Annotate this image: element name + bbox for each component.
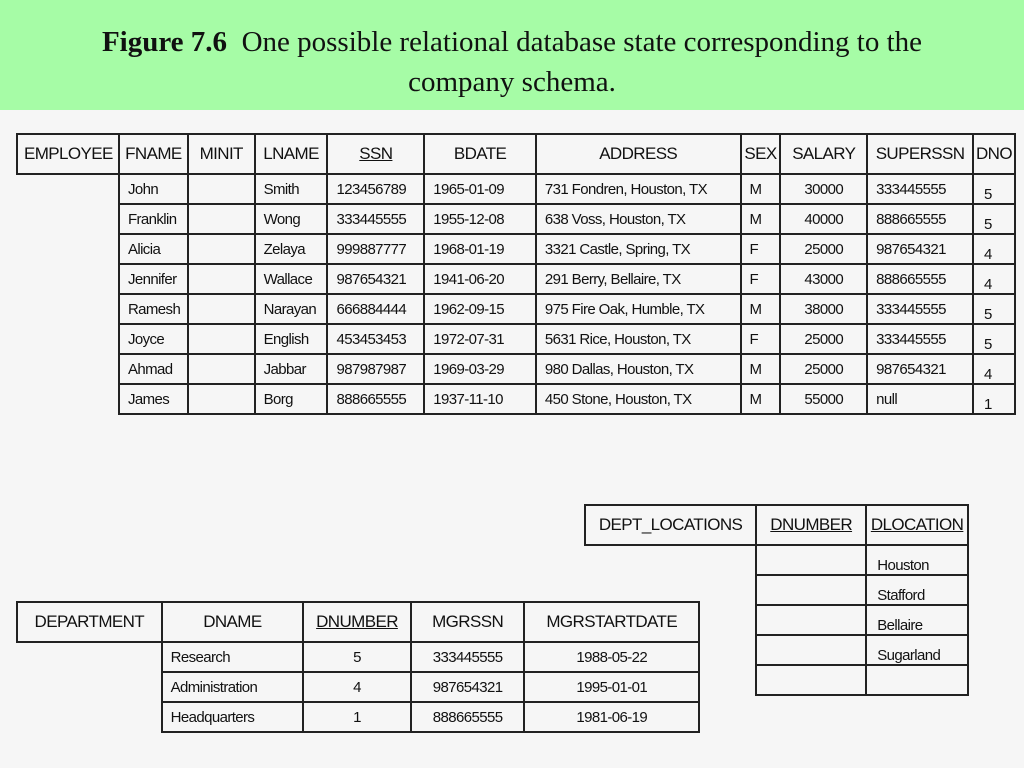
table-cell: Administration xyxy=(162,672,304,702)
table-cell: 4 xyxy=(303,672,411,702)
table-cell: 1 xyxy=(303,702,411,732)
table-cell xyxy=(756,665,866,695)
table-row xyxy=(17,354,1015,384)
table-cell: Stafford xyxy=(866,575,968,605)
col-header xyxy=(303,602,411,642)
table-cell: 1969-03-29 xyxy=(424,354,536,384)
col-header xyxy=(866,505,968,545)
table-cell: 1995-01-01 xyxy=(524,672,699,702)
employee-header-row xyxy=(17,134,1015,174)
table-cell: English xyxy=(255,324,328,354)
row-spacer xyxy=(17,294,119,324)
row-spacer xyxy=(17,324,119,354)
table-cell: 453453453 xyxy=(327,324,424,354)
table-cell: Ramesh xyxy=(119,294,188,324)
table-cell: null xyxy=(867,384,973,414)
employee-rows xyxy=(17,174,1015,414)
row-spacer xyxy=(17,174,119,204)
department-header-row xyxy=(17,602,699,642)
row-spacer xyxy=(17,642,162,672)
table-cell: F xyxy=(741,324,781,354)
table-cell: 333445555 xyxy=(867,324,973,354)
table-cell xyxy=(188,264,255,294)
table-cell: 5 xyxy=(973,324,1015,354)
table-cell: 5 xyxy=(973,174,1015,204)
row-spacer xyxy=(17,264,119,294)
table-cell: M xyxy=(741,294,781,324)
table-cell xyxy=(188,294,255,324)
table-cell: 1988-05-22 xyxy=(524,642,699,672)
department-rows xyxy=(17,642,699,732)
table-row xyxy=(17,324,1015,354)
table-row xyxy=(17,702,699,732)
figure-title xyxy=(0,22,1024,62)
figure-number: Figure 7.6 xyxy=(101,26,228,58)
col-header: SEX xyxy=(741,134,781,174)
table-cell: Jennifer xyxy=(119,264,188,294)
table-cell: 888665555 xyxy=(411,702,525,732)
primary-key-label: DNUMBER xyxy=(770,515,853,534)
table-cell xyxy=(188,204,255,234)
table-cell: Research xyxy=(162,642,304,672)
table-cell: John xyxy=(119,174,188,204)
table-cell: 40000 xyxy=(780,204,867,234)
table-cell: 987987987 xyxy=(327,354,424,384)
col-header: MINIT xyxy=(188,134,255,174)
table-cell: Zelaya xyxy=(255,234,328,264)
col-header: MGRSSN xyxy=(411,602,525,642)
row-spacer xyxy=(17,204,119,234)
table-cell: 5631 Rice, Houston, TX xyxy=(536,324,741,354)
table-cell xyxy=(756,635,866,665)
col-header xyxy=(756,505,866,545)
table-cell: Houston xyxy=(866,545,968,575)
primary-key-label: DLOCATION xyxy=(870,515,964,534)
table-cell: 123456789 xyxy=(327,174,424,204)
table-cell: 731 Fondren, Houston, TX xyxy=(536,174,741,204)
table-cell xyxy=(756,605,866,635)
table-cell: Wong xyxy=(255,204,328,234)
table-cell: 333445555 xyxy=(867,174,973,204)
table-cell: 333445555 xyxy=(327,204,424,234)
row-spacer xyxy=(17,672,162,702)
table-cell: 888665555 xyxy=(867,264,973,294)
table-cell: 888665555 xyxy=(327,384,424,414)
row-spacer xyxy=(585,545,756,575)
figure-caption-line2: company schema. xyxy=(408,66,616,98)
figure-caption-line1: One possible relational database state corresponding to the xyxy=(241,26,923,58)
table-cell: 55000 xyxy=(780,384,867,414)
table-cell: 980 Dallas, Houston, TX xyxy=(536,354,741,384)
col-header: SUPERSSN xyxy=(867,134,973,174)
table-cell: Joyce xyxy=(119,324,188,354)
primary-key-label: DNUMBER xyxy=(316,612,398,631)
table-cell: Smith xyxy=(255,174,328,204)
table-cell: Sugarland xyxy=(866,635,968,665)
table-cell xyxy=(188,234,255,264)
col-header xyxy=(327,134,424,174)
table-cell: M xyxy=(741,174,781,204)
dept-locations-header-row xyxy=(585,505,968,545)
row-spacer xyxy=(17,702,162,732)
table-row xyxy=(17,264,1015,294)
table-cell: 638 Voss, Houston, TX xyxy=(536,204,741,234)
primary-key-label: SSN xyxy=(359,144,393,163)
table-cell: M xyxy=(741,204,781,234)
table-cell: 888665555 xyxy=(867,204,973,234)
figure-title-banner xyxy=(0,0,1024,110)
table-cell: 333445555 xyxy=(867,294,973,324)
table-cell: F xyxy=(741,234,781,264)
table-cell: 25000 xyxy=(780,324,867,354)
table-cell: 999887777 xyxy=(327,234,424,264)
table-cell: 3321 Castle, Spring, TX xyxy=(536,234,741,264)
table-row xyxy=(17,672,699,702)
table-cell xyxy=(188,384,255,414)
table-row xyxy=(17,174,1015,204)
table-row xyxy=(17,234,1015,264)
table-cell: Alicia xyxy=(119,234,188,264)
table-cell xyxy=(756,575,866,605)
col-header: FNAME xyxy=(119,134,188,174)
table-cell: 666884444 xyxy=(327,294,424,324)
col-header: DNAME xyxy=(162,602,304,642)
row-spacer xyxy=(17,384,119,414)
table-cell: 987654321 xyxy=(867,234,973,264)
table-row xyxy=(17,294,1015,324)
department-relation-name: DEPARTMENT xyxy=(17,602,162,642)
col-header: ADDRESS xyxy=(536,134,741,174)
col-header: DNO xyxy=(973,134,1015,174)
table-cell: M xyxy=(741,384,781,414)
table-cell: 5 xyxy=(303,642,411,672)
col-header: MGRSTARTDATE xyxy=(524,602,699,642)
table-row xyxy=(17,642,699,672)
table-cell xyxy=(188,324,255,354)
col-header: LNAME xyxy=(255,134,328,174)
table-cell: 4 xyxy=(973,234,1015,264)
table-row xyxy=(17,204,1015,234)
table-cell: 38000 xyxy=(780,294,867,324)
table-cell: 333445555 xyxy=(411,642,525,672)
table-cell: Borg xyxy=(255,384,328,414)
col-header: BDATE xyxy=(424,134,536,174)
table-cell: 291 Berry, Bellaire, TX xyxy=(536,264,741,294)
row-spacer xyxy=(17,354,119,384)
table-cell: Headquarters xyxy=(162,702,304,732)
table-cell: James xyxy=(119,384,188,414)
table-cell: 25000 xyxy=(780,354,867,384)
table-cell: 1941-06-20 xyxy=(424,264,536,294)
table-cell: 30000 xyxy=(780,174,867,204)
table-cell: 1937-11-10 xyxy=(424,384,536,414)
table-cell: 987654321 xyxy=(411,672,525,702)
table-cell xyxy=(188,174,255,204)
table-cell: Narayan xyxy=(255,294,328,324)
table-cell xyxy=(866,665,968,695)
table-cell: 4 xyxy=(973,354,1015,384)
col-header: SALARY xyxy=(780,134,867,174)
table-cell xyxy=(188,354,255,384)
department-table xyxy=(16,601,700,733)
table-cell: Wallace xyxy=(255,264,328,294)
table-cell: Jabbar xyxy=(255,354,328,384)
table-row xyxy=(585,545,968,575)
table-cell: 25000 xyxy=(780,234,867,264)
table-cell: 975 Fire Oak, Humble, TX xyxy=(536,294,741,324)
employee-table xyxy=(16,133,1016,415)
table-cell: 450 Stone, Houston, TX xyxy=(536,384,741,414)
table-cell: 987654321 xyxy=(327,264,424,294)
table-cell: Ahmad xyxy=(119,354,188,384)
table-cell: 1972-07-31 xyxy=(424,324,536,354)
table-cell: 1981-06-19 xyxy=(524,702,699,732)
dept-locations-relation-name: DEPT_LOCATIONS xyxy=(585,505,756,545)
table-cell: 1 xyxy=(973,384,1015,414)
table-cell: Franklin xyxy=(119,204,188,234)
table-cell: 5 xyxy=(973,294,1015,324)
table-cell: 5 xyxy=(973,204,1015,234)
table-cell xyxy=(756,545,866,575)
table-cell: 1962-09-15 xyxy=(424,294,536,324)
table-cell: 1965-01-09 xyxy=(424,174,536,204)
table-cell: 1968-01-19 xyxy=(424,234,536,264)
employee-relation-name: EMPLOYEE xyxy=(17,134,119,174)
table-cell: F xyxy=(741,264,781,294)
table-cell: 1955-12-08 xyxy=(424,204,536,234)
table-cell: 987654321 xyxy=(867,354,973,384)
table-cell: 43000 xyxy=(780,264,867,294)
table-cell: Bellaire xyxy=(866,605,968,635)
row-spacer xyxy=(17,234,119,264)
table-cell: 4 xyxy=(973,264,1015,294)
table-row xyxy=(17,384,1015,414)
table-cell: M xyxy=(741,354,781,384)
